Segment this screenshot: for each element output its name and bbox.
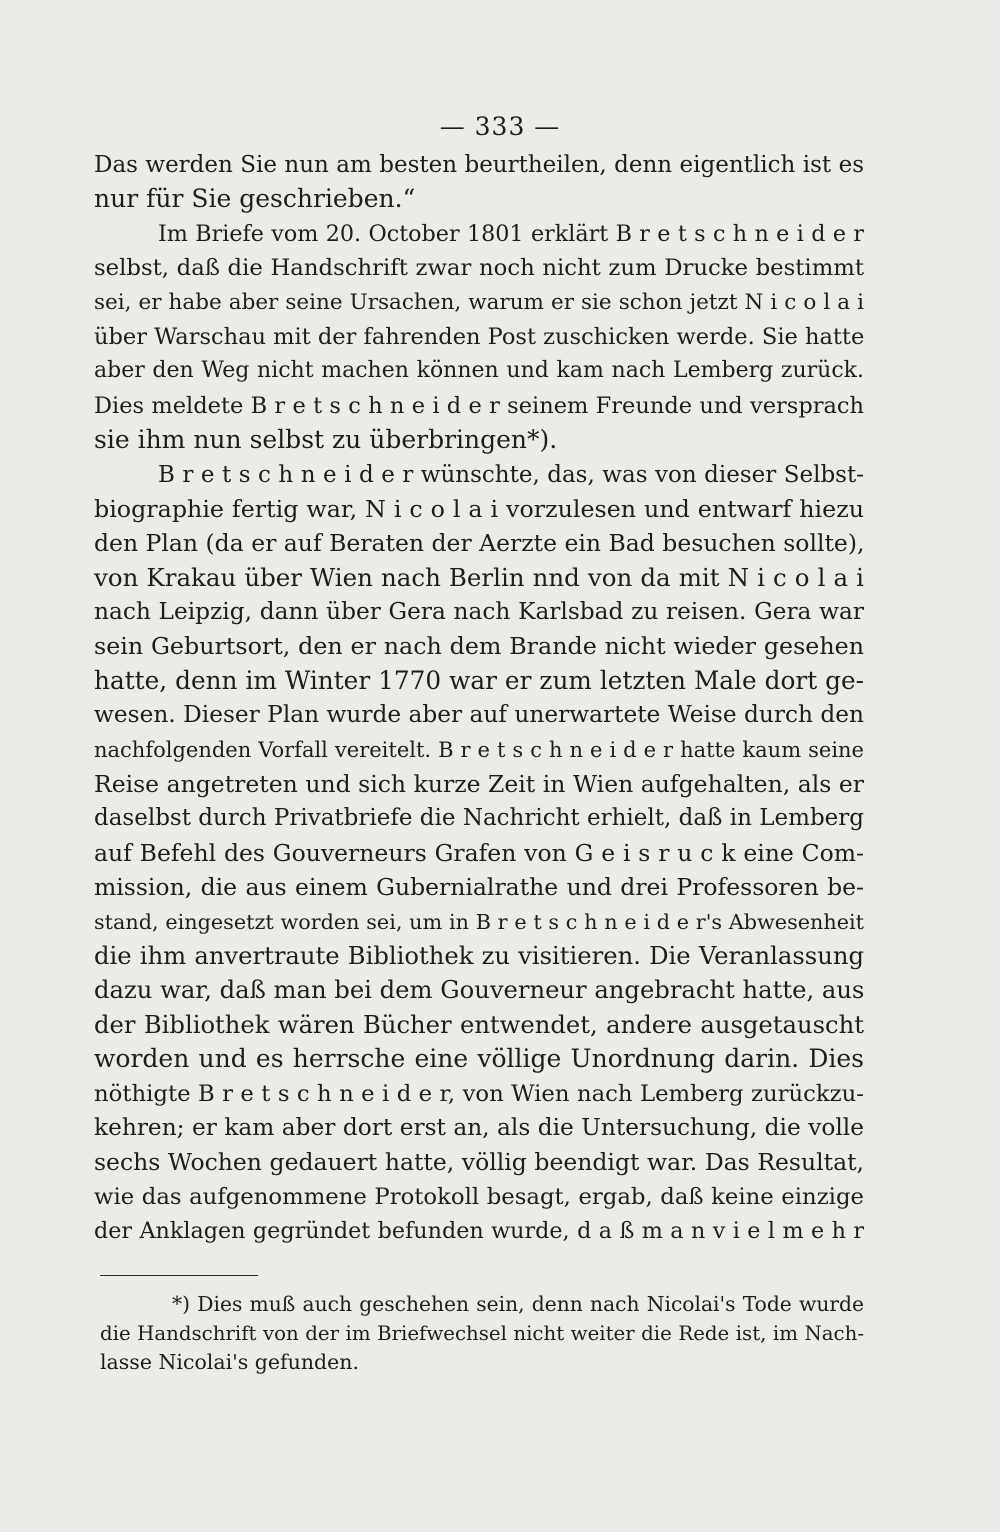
page-number: — 333 —	[439, 112, 561, 141]
text-line: auf Befehl des Gouverneurs Grafen von G e i s r u c k eine Com-	[94, 838, 864, 867]
footnote-line: lasse Nicolai's gefunden.	[100, 1350, 360, 1374]
text-line: von Krakau über Wien nach Berlin nnd von da mit N i c o l a i	[94, 562, 864, 592]
body-text	[94, 148, 864, 1249]
text-line: nöthigte B r e t s c h n e i d e r, von Wien nach Lemberg zurückzu-	[94, 1080, 864, 1107]
text-line: stand, eingesetzt worden sei, um in B r e t s c h n e i d e r's Abwesenheit	[94, 909, 864, 934]
text-line: der Anklagen gegründet befunden wurde, d a ß m a n v i e l m e h r	[94, 1218, 864, 1245]
text-line: Reise angetreten und sich kurze Zeit in Wien aufgehalten, als er	[94, 770, 864, 799]
text-line: nur für Sie geschrieben.“	[94, 184, 416, 214]
text-line: der Bibliothek wären Bücher entwendet, andere ausgetauscht	[94, 1009, 864, 1039]
text-line: sie ihm nun selbst zu überbringen*).	[94, 425, 558, 455]
text-line: nachfolgenden Vorfall vereitelt. B r e t s c h n e i d e r hatte kaum seine	[94, 737, 864, 762]
text-line: die ihm anvertraute Bibliothek zu visitieren. Die Veranlassung	[94, 940, 864, 970]
text-line: Das werden Sie nun am besten beurtheilen, denn eigentlich ist es	[94, 152, 864, 178]
footnote-line: die Handschrift von der im Briefwechsel nicht weiter die Rede ist, im Nach-	[100, 1322, 864, 1345]
text-line: nach Leipzig, dann über Gera nach Karlsbad zu reisen. Gera war	[94, 598, 864, 626]
text-line: selbst, daß die Handschrift zwar noch nicht zum Drucke bestimmt	[94, 255, 864, 282]
text-line: den Plan (da er auf Beraten der Aerzte ein Bad besuchen sollte),	[94, 529, 865, 558]
text-line: dazu war, daß man bei dem Gouverneur angebracht hatte, aus	[94, 975, 865, 1005]
footnote	[100, 1290, 864, 1377]
text-line: worden und es herrsche eine völlige Unordnung darin. Dies	[94, 1044, 864, 1074]
text-line: Im Briefe vom 20. October 1801 erklärt B r e t s c h n e i d e r	[158, 220, 864, 247]
footnote-line: *) Dies muß auch geschehen sein, denn nach Nicolai's Tode wurde	[172, 1292, 864, 1316]
text-line: sei, er habe aber seine Ursachen, warum er sie schon jetzt N i c o l a i	[94, 289, 864, 315]
text-line: wie das aufgenommene Protokoll besagt, ergab, daß keine einzige	[94, 1183, 864, 1210]
text-line: B r e t s c h n e i d e r wünschte, das, was von dieser Selbst-	[158, 461, 864, 488]
text-line: aber den Weg nicht machen können und kam nach Lemberg zurück.	[94, 358, 864, 384]
text-line: Dies meldete B r e t s c h n e i d e r seinem Freunde und versprach	[94, 392, 864, 419]
footnote-divider	[100, 1275, 258, 1276]
text-line: mission, die aus einem Gubernialrathe und drei Professoren be-	[94, 873, 864, 902]
text-line: daselbst durch Privatbriefe die Nachricht erhielt, daß in Lemberg	[94, 805, 864, 832]
text-line: biographie fertig war, N i c o l a i vorzulesen und entwarf hiezu	[94, 494, 864, 523]
text-line: hatte, denn im Winter 1770 war er zum letzten Male dort ge-	[94, 665, 864, 695]
text-line: wesen. Dieser Plan wurde aber auf unerwartete Weise durch den	[94, 701, 864, 729]
text-line: sein Geburtsort, den er nach dem Brande nicht wieder gesehen	[94, 632, 864, 661]
text-line: über Warschau mit der fahrenden Post zuschicken werde. Sie hatte	[94, 323, 865, 350]
text-line: sechs Wochen gedauert hatte, völlig beendigt war. Das Resultat,	[94, 1148, 864, 1177]
text-line: kehren; er kam aber dort erst an, als die Untersuchung, die volle	[94, 1113, 864, 1141]
